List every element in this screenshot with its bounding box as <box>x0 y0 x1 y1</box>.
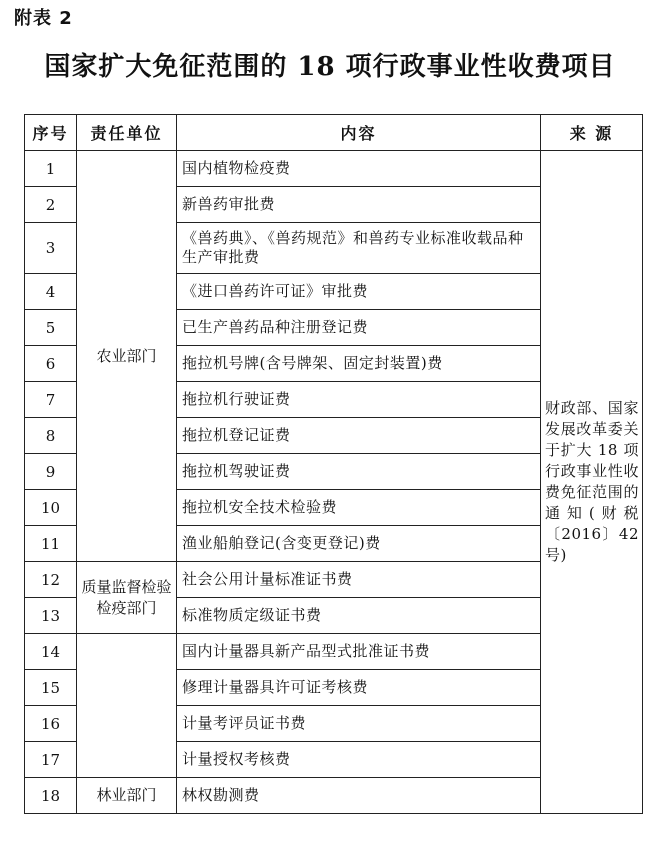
row-content: 拖拉机号牌(含号牌架、固定封装置)费 <box>177 346 541 382</box>
row-number: 4 <box>25 274 77 310</box>
row-content: 已生产兽药品种注册登记费 <box>177 310 541 346</box>
header-source: 来 源 <box>541 115 643 151</box>
header-serial: 序号 <box>25 115 77 151</box>
row-number: 3 <box>25 223 77 274</box>
row-number: 2 <box>25 187 77 223</box>
row-number: 9 <box>25 454 77 490</box>
row-number: 16 <box>25 706 77 742</box>
row-content: 计量授权考核费 <box>177 742 541 778</box>
row-number: 14 <box>25 634 77 670</box>
department-forestry: 林业部门 <box>77 778 177 814</box>
fee-table <box>24 114 643 814</box>
row-content: 新兽药审批费 <box>177 187 541 223</box>
row-number: 8 <box>25 418 77 454</box>
table-header-row <box>25 115 643 151</box>
row-number: 5 <box>25 310 77 346</box>
row-number: 12 <box>25 562 77 598</box>
row-number: 15 <box>25 670 77 706</box>
department-quality: 质量监督检验检疫部门 <box>77 562 177 634</box>
row-content: 拖拉机行驶证费 <box>177 382 541 418</box>
row-content: 渔业船舶登记(含变更登记)费 <box>177 526 541 562</box>
row-number: 10 <box>25 490 77 526</box>
table-row <box>25 151 643 187</box>
row-content: 《进口兽药许可证》审批费 <box>177 274 541 310</box>
row-content: 拖拉机驾驶证费 <box>177 454 541 490</box>
row-number: 13 <box>25 598 77 634</box>
row-content: 计量考评员证书费 <box>177 706 541 742</box>
source-cell: 财政部、国家发展改革委关于扩大 18 项行政事业性收费免征范围的通知(财税〔2016〕42 号) <box>541 151 643 814</box>
row-content: 拖拉机登记证费 <box>177 418 541 454</box>
header-content: 内容 <box>177 115 541 151</box>
row-content: 林权勘测费 <box>177 778 541 814</box>
row-content: 国内计量器具新产品型式批准证书费 <box>177 634 541 670</box>
appendix-label: 附表 2 <box>14 8 73 29</box>
row-number: 1 <box>25 151 77 187</box>
row-content: 《兽药典》、《兽药规范》和兽药专业标准收载品种生产审批费 <box>177 223 541 274</box>
row-content: 拖拉机安全技术检验费 <box>177 490 541 526</box>
row-number: 17 <box>25 742 77 778</box>
department-blank <box>77 634 177 778</box>
row-content: 修理计量器具许可证考核费 <box>177 670 541 706</box>
row-number: 6 <box>25 346 77 382</box>
row-number: 18 <box>25 778 77 814</box>
row-number: 11 <box>25 526 77 562</box>
row-content: 国内植物检疫费 <box>177 151 541 187</box>
row-content: 社会公用计量标准证书费 <box>177 562 541 598</box>
header-department: 责任单位 <box>77 115 177 151</box>
row-number: 7 <box>25 382 77 418</box>
document-title: 国家扩大免征范围的 18 项行政事业性收费项目 <box>44 52 616 82</box>
department-agriculture: 农业部门 <box>77 151 177 562</box>
row-content: 标准物质定级证书费 <box>177 598 541 634</box>
